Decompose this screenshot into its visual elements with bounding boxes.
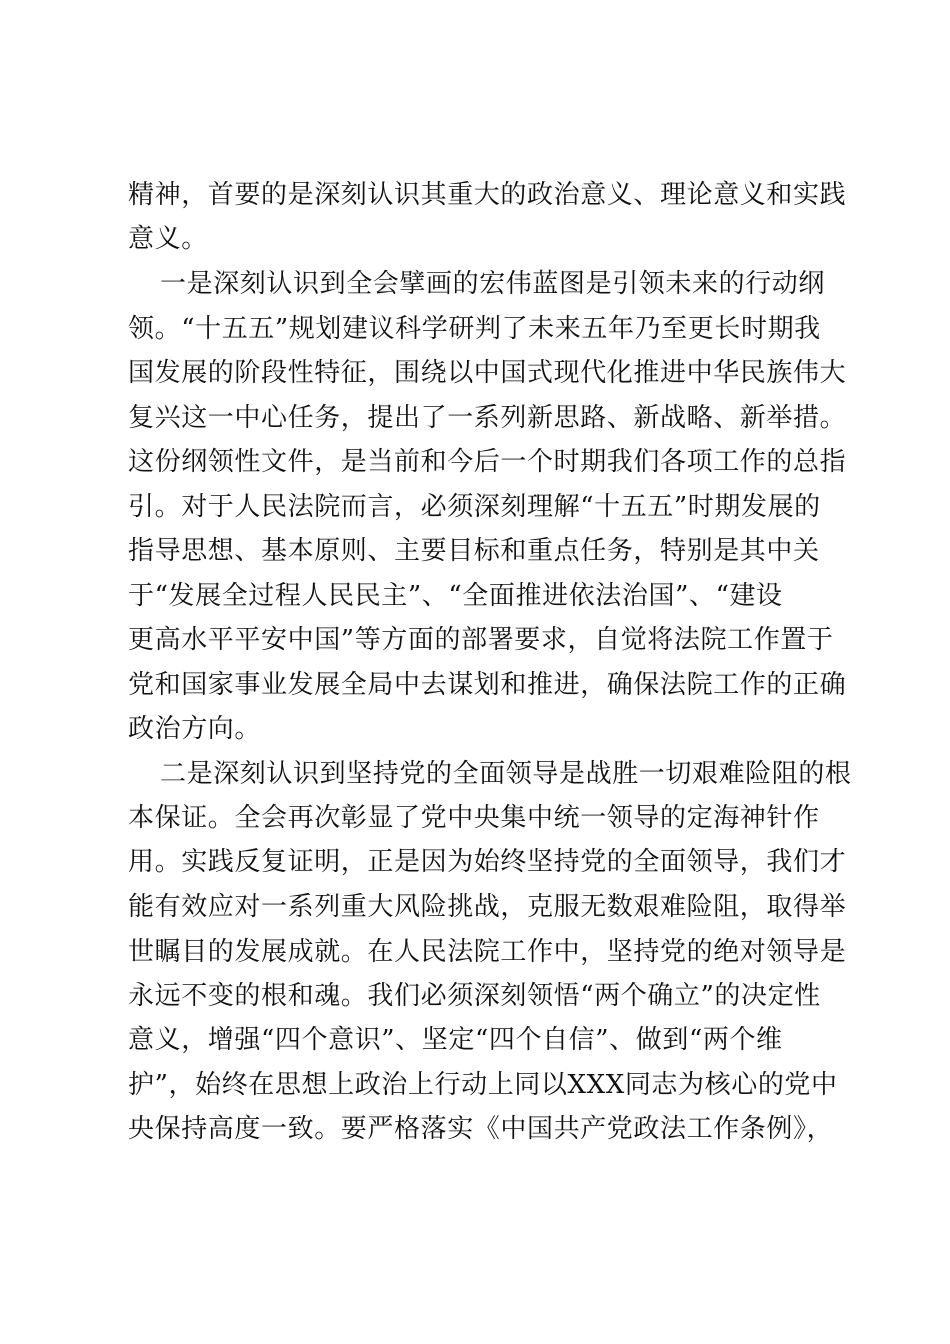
paragraph-line: 意义。 (128, 224, 208, 254)
paragraph-line: 这份纲领性文件，是当前和今后一个时期我们各项工作的总指 (128, 447, 847, 477)
paragraph-line: 世瞩目的发展成就。在人民法院工作中，坚持党的绝对领导是 (128, 937, 847, 967)
paragraph-line: 引。对于人民法院而言，必须深刻理解“十五五”时期发展的 (128, 492, 821, 522)
paragraph-line: 能有效应对一系列重大风险挑战，克服无数艰难险阻，取得举 (128, 892, 847, 922)
paragraph-line: 精神，首要的是深刻认识其重大的政治意义、理论意义和实践 (128, 180, 847, 210)
paragraph-line: 领。“十五五”规划建议科学研判了未来五年乃至更长时期我 (128, 314, 821, 344)
paragraph-line: 政治方向。 (128, 714, 262, 744)
paragraph-line: 党和国家事业发展全局中去谋划和推进，确保法院工作的正确 (128, 670, 847, 700)
paragraph-line: 复兴这一中心任务，提出了一系列新思路、新战略、新举措。 (128, 403, 847, 433)
paragraph-line: 意义，增强“四个意识”、坚定“四个自信”、做到“两个维 (128, 1025, 783, 1055)
paragraph-line: 护”，始终在思想上政治上行动上同以XXX同志为核心的党中 (128, 1070, 838, 1100)
paragraph-line: 二是深刻认识到坚持党的全面领导是战胜一切艰难险阻的根 (160, 759, 852, 789)
paragraph-line: 用。实践反复证明，正是因为始终坚持党的全面领导，我们才 (128, 847, 847, 877)
paragraph-line: 本保证。全会再次彰显了党中央集中统一领导的定海神针作 (128, 803, 820, 833)
paragraph-line: 国发展的阶段性特征，围绕以中国式现代化推进中华民族伟大 (128, 358, 847, 388)
paragraph-line: 于“发展全过程人民民主”、“全面推进依法治国”、“建设 (128, 581, 783, 611)
paragraph-line: 一是深刻认识到全会擘画的宏伟蓝图是引领未来的行动纲 (160, 269, 826, 299)
paragraph-line: 央保持高度一致。要严格落实《中国共产党政法工作条例》， (128, 1114, 834, 1144)
paragraph-line: 更高水平平安中国”等方面的部署要求，自觉将法院工作置于 (128, 625, 834, 655)
paragraph-line: 永远不变的根和魂。我们必须深刻领悟“两个确立”的决定性 (128, 981, 821, 1011)
paragraph-line: 指导思想、基本原则、主要目标和重点任务，特别是其中关 (128, 536, 820, 566)
